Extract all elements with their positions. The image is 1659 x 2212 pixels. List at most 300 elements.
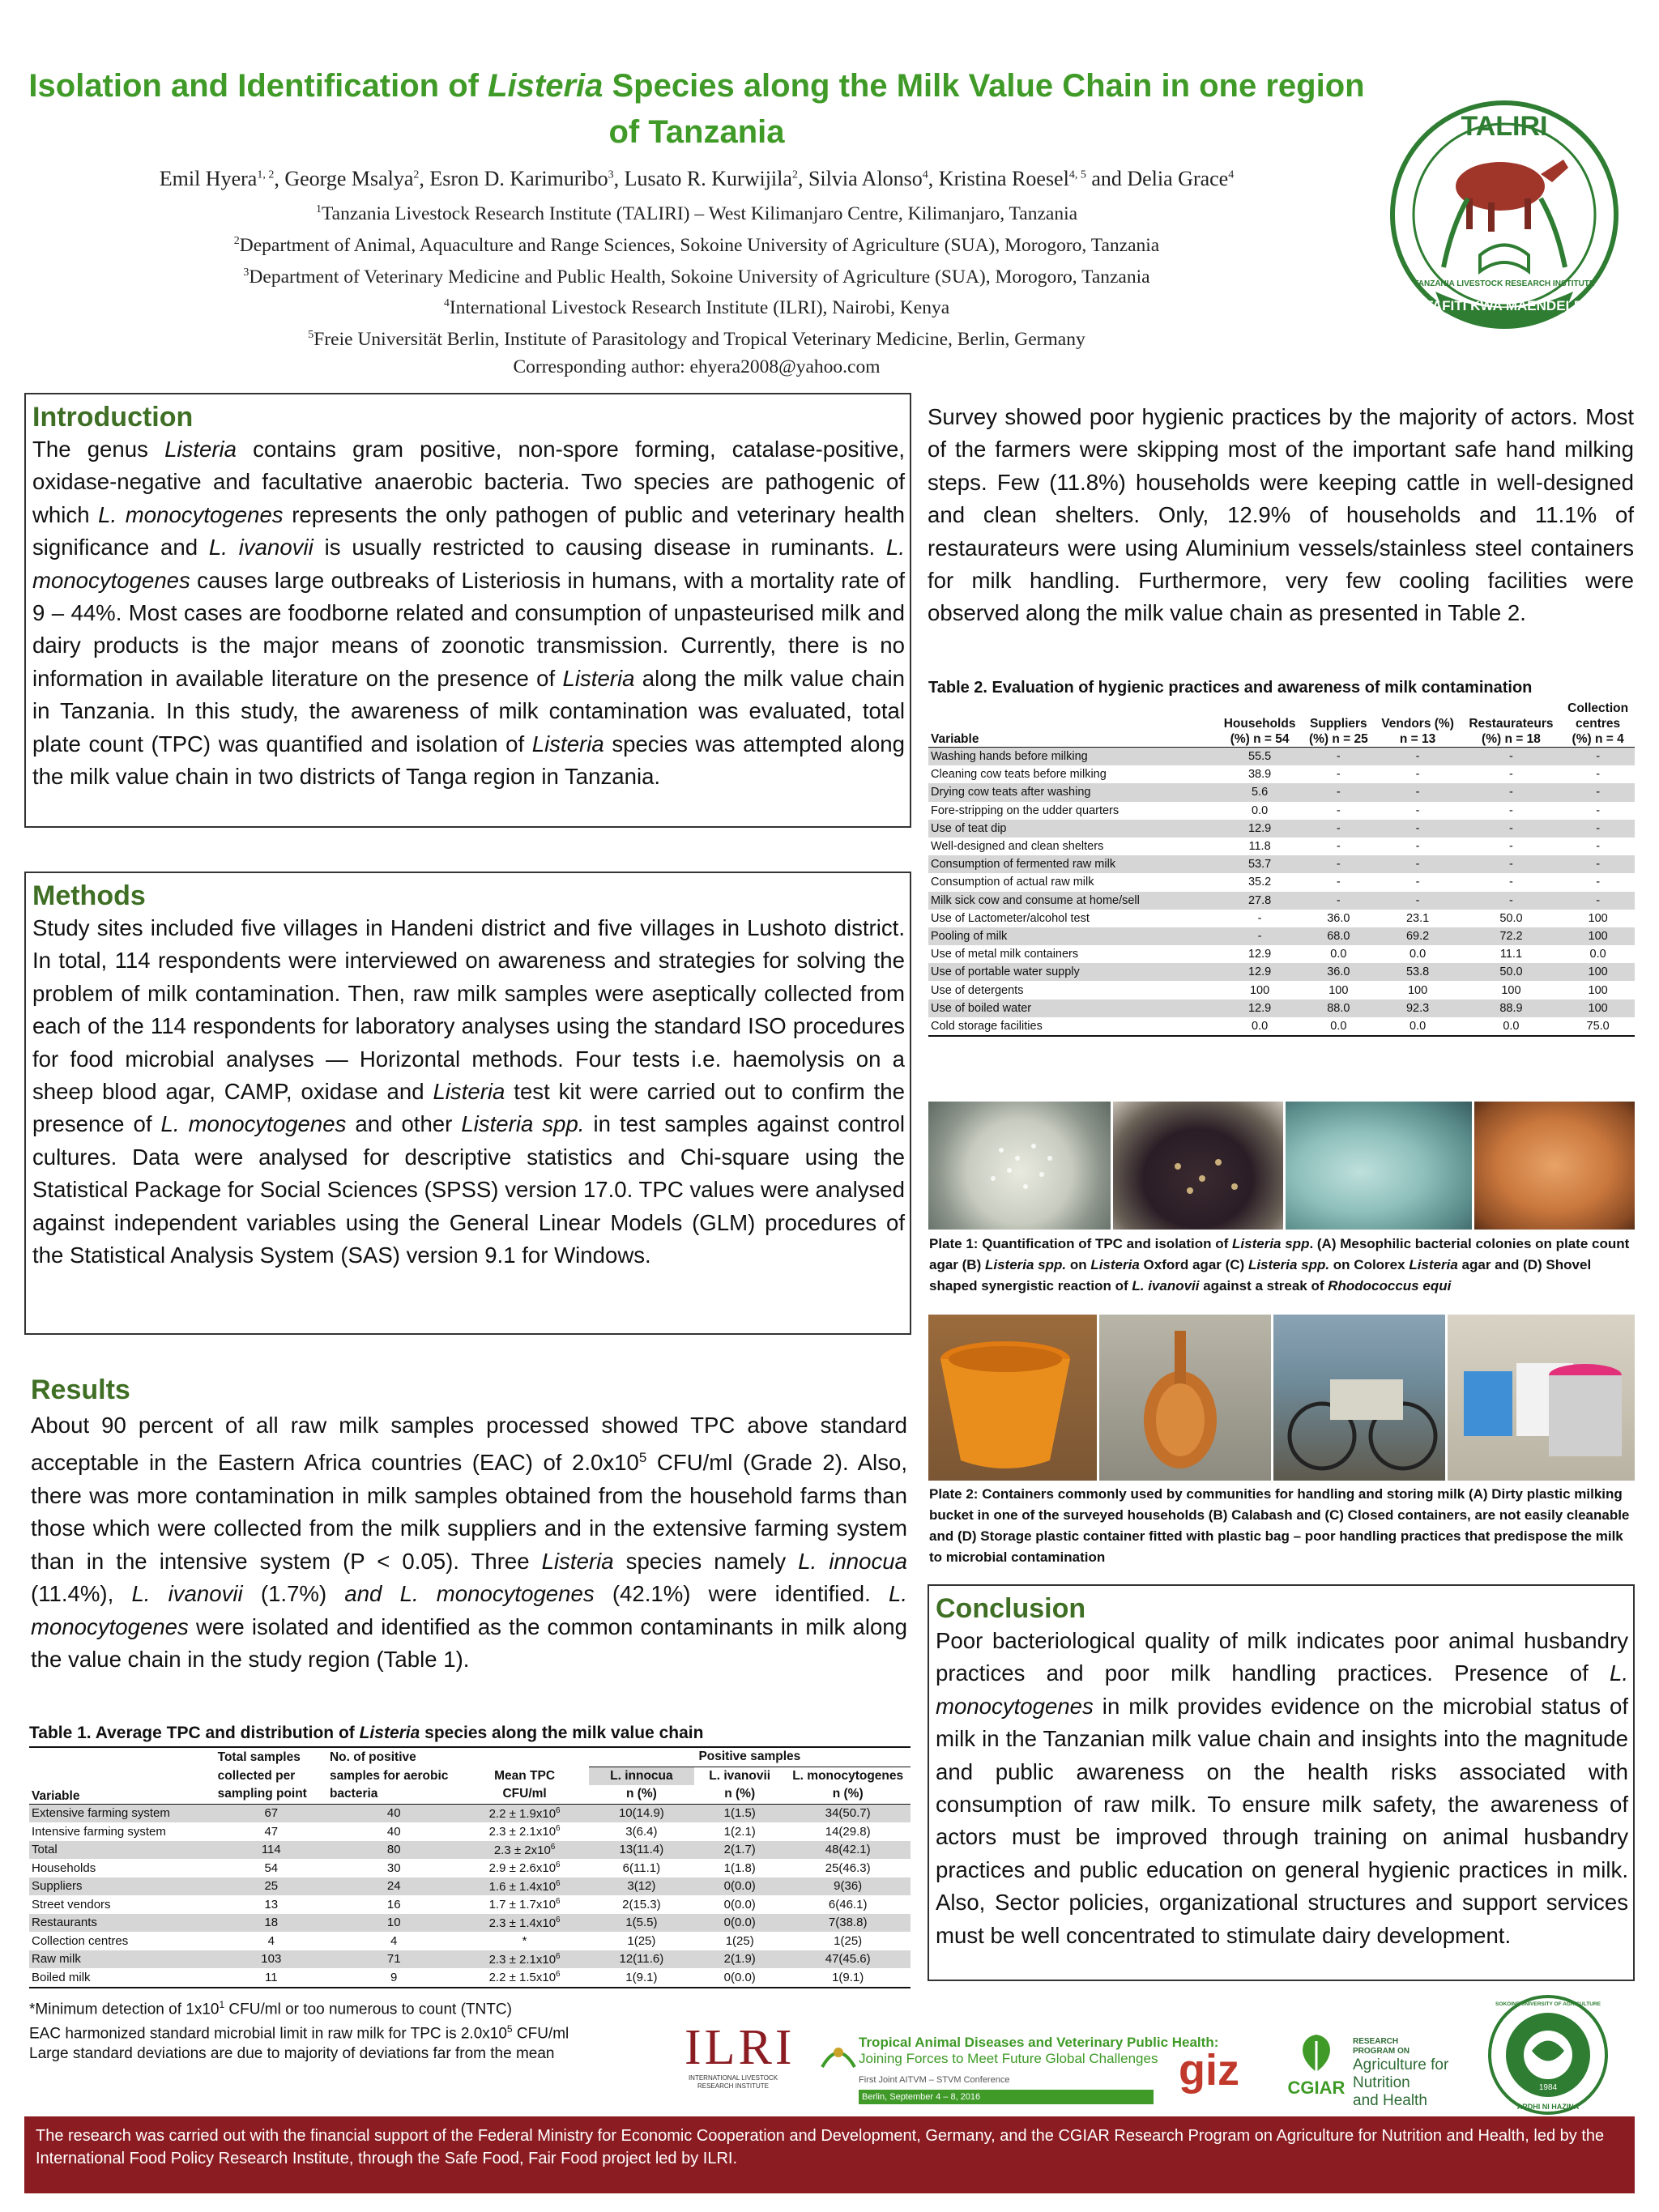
table-row <box>29 1932 911 1950</box>
cell-value: 0(0.0) <box>723 1970 756 1984</box>
cell-exponent: 6 <box>556 1951 561 1961</box>
table-cell <box>215 1968 327 1988</box>
table-cell <box>327 1914 461 1933</box>
cell-value: 2.9 ± 2.6x10 <box>488 1861 557 1876</box>
table1-caption: Table 1. Average TPC and distribution of Listeria species along the milk value chain <box>29 1724 704 1742</box>
text-run: L. monocytogenes <box>32 535 905 593</box>
text-run: test kit were carried out to confirm the presence of <box>32 1079 905 1137</box>
t1-h-pos-1: No. of positive <box>329 1750 416 1764</box>
cell-value: 34(50.7) <box>825 1806 871 1821</box>
table-cell: - <box>1375 892 1461 910</box>
text-run: species namely <box>613 1548 799 1574</box>
author-name: , Lusato R. Kurwijila <box>613 167 792 190</box>
table-cell: - <box>1509 840 1513 854</box>
table-cell: - <box>1596 768 1601 782</box>
table-cell: 0.0 <box>1252 1019 1269 1033</box>
table-cell: 53.8 <box>1375 963 1461 981</box>
text-run: species was attempted along the milk value chain in two districts of Tanga region in Tanzania. <box>32 731 905 790</box>
a4nh-l2: Nutrition <box>1353 2074 1410 2091</box>
table-cell <box>215 1914 327 1933</box>
text-run: along the milk value chain in Tanzania. In this study, the awareness of milk contamination was evaluated, total plate count (TPC) was quantified and isolation of <box>32 665 905 757</box>
author-name: and Delia Grace <box>1085 167 1229 190</box>
affiliation-line <box>24 228 1369 259</box>
table-cell: 69.2 <box>1375 927 1461 945</box>
sua-logo <box>1487 1994 1609 2116</box>
affiliation-text: International Livestock Research Institute (ILRI), Nairobi, Kenya <box>449 297 950 319</box>
text-run: L. monocytogenes <box>160 1111 347 1137</box>
affiliation-line <box>24 290 1369 322</box>
table-cell: 68.0 <box>1303 927 1374 945</box>
corresponding-author <box>24 353 1369 381</box>
cell-value: 11 <box>265 1970 278 1984</box>
plate1-photo-a <box>928 1102 1111 1230</box>
cell-value: 67 <box>264 1806 279 1821</box>
t1-h-species-ivanovii: L. ivanovii <box>709 1768 771 1783</box>
cell-value: 1(9.1) <box>625 1970 658 1984</box>
table-cell <box>589 1968 694 1988</box>
table-cell <box>589 1950 694 1969</box>
cell-value: 1(1.8) <box>723 1860 756 1875</box>
table-cell: 75.0 <box>1586 1019 1610 1033</box>
text-run: L. monocytogenes <box>31 1581 907 1639</box>
cell-value: 54 <box>264 1860 279 1875</box>
cell-value: 2(15.3) <box>622 1897 661 1912</box>
t2-header-cell <box>1461 701 1562 748</box>
table-cell <box>327 1895 461 1914</box>
table-cell: 88.9 <box>1461 999 1562 1017</box>
table1-grid <box>29 1746 911 1988</box>
table-cell: 36.0 <box>1327 911 1350 925</box>
header-line: centres <box>1576 717 1621 731</box>
cell-value: 1(25) <box>725 1933 754 1948</box>
table-cell: - <box>1461 748 1562 766</box>
table1 <box>29 1724 912 2064</box>
a4nh-l1: Agriculture for <box>1353 2056 1449 2073</box>
cell-exponent: 6 <box>556 1860 561 1870</box>
table-cell: - <box>1415 768 1420 782</box>
table-cell <box>589 1914 694 1933</box>
table-cell: 12.9 <box>1217 999 1303 1017</box>
table-cell: 12.9 <box>1217 963 1303 981</box>
cell-value: 2(1.7) <box>723 1843 756 1857</box>
cell-value: 0(0.0) <box>723 1897 756 1912</box>
cell-value: 13 <box>264 1897 279 1912</box>
author-affiliation-mark: 4 <box>1228 168 1235 181</box>
author-name: , Silvia Alonso <box>797 167 923 190</box>
text-run: Plate 1: Quantification of TPC and isolation of <box>929 1236 1233 1251</box>
table-cell <box>785 1859 911 1877</box>
text-run: (42.1%) were identified. <box>594 1581 889 1607</box>
table-cell: 12.9 <box>1217 820 1303 837</box>
table-cell <box>460 1859 588 1877</box>
text-run: L. innocua <box>798 1548 907 1574</box>
table-note <box>29 1995 912 2019</box>
table-cell: 11.1 <box>1499 948 1523 961</box>
table-row <box>928 765 1635 783</box>
table-row <box>928 855 1635 873</box>
table-row <box>29 1822 911 1841</box>
conclusion-text <box>936 1625 1628 1952</box>
header-line: (%) n = 18 <box>1482 732 1541 746</box>
table-cell: - <box>1336 876 1341 889</box>
table-cell: 0.0 <box>1409 948 1427 961</box>
table-cell: 100 <box>1501 983 1521 997</box>
table-cell: - <box>1596 840 1601 854</box>
cell-value: 1.7 ± 1.7x10 <box>488 1898 557 1912</box>
affiliation-mark: 5 <box>308 329 314 342</box>
plate1-photo-d <box>1474 1102 1635 1230</box>
table-row <box>29 1950 911 1969</box>
cell-value: Raw milk <box>32 1952 81 1967</box>
text-run: Listeria <box>1409 1257 1458 1272</box>
t1-h-total-3: sampling point <box>217 1787 307 1801</box>
cgiar-logo <box>1272 2033 1361 2106</box>
affiliation-text: Department of Animal, Aquaculture and Range Sciences, Sokoine University of Agriculture (SUA), Morogoro, Tanzania <box>239 234 1160 256</box>
cell-value: 2.3 ± 2.1x10 <box>488 1825 557 1839</box>
note-text: EAC harmonized standard microbial limit in raw milk for TPC is 2.0x10 <box>29 2025 507 2043</box>
text-run: Listeria spp. <box>1247 1257 1330 1272</box>
t1-h-species-monocytogenes: L. monocytogenes <box>792 1768 904 1783</box>
methods-text <box>32 912 905 1272</box>
table-cell: 11.8 <box>1248 840 1271 854</box>
t1-h-pos-2: samples for aerobic <box>329 1768 449 1783</box>
table-row <box>928 748 1635 766</box>
cell-exponent: 6 <box>556 1970 561 1980</box>
cell-value: 71 <box>386 1952 401 1967</box>
note-text: CFU/ml or too numerous to count (TNTC) <box>224 2000 512 2018</box>
cell-value: 4 <box>267 1933 275 1948</box>
table-row <box>928 963 1635 981</box>
t1-h-n-c: n (%) <box>832 1787 864 1801</box>
t2-h-variable: Variable <box>931 732 979 746</box>
cell-exponent: 6 <box>556 1897 561 1907</box>
introduction-text <box>32 433 905 793</box>
cell-value: 2.2 ± 1.5x10 <box>488 1971 557 1985</box>
text-run: and other <box>346 1111 462 1137</box>
table-cell <box>694 1822 785 1841</box>
table-cell <box>29 1841 215 1860</box>
text-run: in milk provides evidence on the microbial status of milk in the Tanzanian milk value chain and insights into the magnitude and public awareness on the health risks associated with consumption of raw milk. To ensure milk safety, the awareness of actors must be improved through training on animal husbandry practices and public education on general hygienic practices in milk. Also, Sector policies, organizational structures and support services must be well concentrated to stimulate dairy development. <box>936 1693 1628 1948</box>
text-run: Rhodococcus equi <box>1328 1278 1452 1294</box>
author-name: Emil Hyera <box>159 167 258 190</box>
author-name: , Esron D. Karimuribo <box>419 167 608 190</box>
table-cell <box>694 1877 785 1896</box>
affiliation-line <box>24 259 1369 291</box>
table-cell <box>694 1859 785 1877</box>
affiliation-mark: 3 <box>243 266 249 279</box>
table-cell: 100 <box>1588 911 1608 925</box>
table-cell: - <box>1561 820 1635 837</box>
table-cell: 100 <box>1588 983 1608 997</box>
table-cell <box>460 1804 588 1822</box>
cell-value: 1(5.5) <box>625 1916 658 1930</box>
table-cell: Fore-stripping on the udder quarters <box>931 803 1120 817</box>
table-cell: 50.0 <box>1461 963 1562 981</box>
table-cell <box>694 1914 785 1933</box>
table-cell <box>215 1841 327 1860</box>
cell-value: 7(38.8) <box>828 1916 868 1930</box>
text-run: causes large outbreaks of Listeriosis in humans, with a mortality rate of 9 – 44%. Most cases are foodborne related and consumption of unpasteurised milk and dairy products is the major means of zoonotic transmission. Currently, there is no information in available literature on the presence of <box>32 567 905 691</box>
table-cell: 92.3 <box>1375 999 1461 1017</box>
text-run: is usually restricted to causing disease in ruminants. <box>313 535 886 560</box>
t2-header-cell <box>1303 701 1374 748</box>
table-cell: 0.0 <box>1330 1019 1347 1033</box>
table2-caption: Table 2. Evaluation of hygienic practices and awareness of milk contamination <box>928 679 1533 697</box>
text-run: Listeria spp <box>1232 1236 1310 1251</box>
text-run: L. monocytogenes <box>98 501 284 527</box>
cell-value: 3(6.4) <box>625 1824 658 1839</box>
table-cell: - <box>1303 855 1374 873</box>
table-cell <box>215 1895 327 1914</box>
cell-value: 1(2.1) <box>723 1824 756 1839</box>
text-run: contains gram positive, non-spore forming, catalase-positive, oxidase-negative and facultative anaerobic bacteria. Two species are pathogenic of which <box>32 437 905 527</box>
table-cell: 100 <box>1328 983 1349 997</box>
table-cell: - <box>1461 820 1562 837</box>
table-cell: Cold storage facilities <box>931 1019 1043 1033</box>
plate2-photo-a <box>928 1315 1097 1481</box>
table-cell: Use of detergents <box>931 983 1024 997</box>
methods-heading: Methods <box>32 880 146 911</box>
cell-value: 1(9.1) <box>832 1970 864 1984</box>
table-cell <box>694 1804 785 1822</box>
table-cell: - <box>1336 768 1341 782</box>
table-cell: - <box>1415 803 1420 817</box>
table-cell <box>29 1950 215 1969</box>
text-run: CFU/ml (Grade 2). Also, there was more contamination in milk samples obtained from the household farms than those which were collected from the milk suppliers and in the extensive farming system than in the intensive system (P < 0.05). Three <box>31 1450 907 1574</box>
table-cell: - <box>1461 783 1562 801</box>
cell-value: 0(0.0) <box>723 1916 756 1930</box>
author-affiliation-mark: 4, 5 <box>1068 168 1086 181</box>
table-cell: - <box>1303 783 1374 801</box>
introduction-heading: Introduction <box>32 402 194 433</box>
table-cell <box>785 1968 911 1988</box>
cell-value: 25 <box>264 1879 279 1894</box>
table-cell: - <box>1596 876 1601 889</box>
table-cell: - <box>1561 748 1635 766</box>
t1-h-n-b: n (%) <box>724 1787 756 1801</box>
table-cell <box>694 1841 785 1860</box>
table-cell: 0.0 <box>1252 803 1269 817</box>
table-cell: 38.9 <box>1247 768 1272 782</box>
table-cell: 5.6 <box>1217 783 1303 801</box>
table-cell <box>215 1932 327 1950</box>
conference-subtitle: Joining Forces to Meet Future Global Challenges <box>859 2051 1158 2066</box>
introduction-section <box>24 393 911 828</box>
affiliation-line <box>24 196 1369 228</box>
table-row <box>928 837 1635 855</box>
table-row <box>928 820 1635 837</box>
ilri-logo-sub: INTERNATIONAL LIVESTOCK RESEARCH INSTITUTE <box>688 2074 778 2090</box>
table-cell: 27.8 <box>1217 892 1303 910</box>
table-row <box>928 981 1635 999</box>
cell-value: 103 <box>261 1952 282 1967</box>
table-cell <box>29 1822 215 1841</box>
table-cell <box>29 1877 215 1896</box>
table-cell: 35.2 <box>1247 876 1272 889</box>
table-cell <box>215 1859 327 1877</box>
table-row <box>29 1877 911 1896</box>
cell-value: 14(29.8) <box>825 1824 871 1839</box>
table-cell: 53.7 <box>1217 855 1303 873</box>
table-cell: - <box>1375 855 1461 873</box>
table-cell: 0.0 <box>1503 1019 1520 1033</box>
table-cell: 100 <box>1561 999 1635 1017</box>
cell-value: 3(12) <box>627 1879 656 1894</box>
table-cell <box>785 1877 911 1896</box>
plate1-photos <box>928 1102 1635 1230</box>
survey-text: Survey showed poor hygienic practices by the majority of actors. Most of the farmers were skipping most of the important safe hand milking steps. Few (11.8%) households were keeping cattle in well-designed and clean shelters. Only, 12.9% of households and 11.1% of restaurateurs were using Aluminium vessels/stainless steel containers for milk handling. Furthermore, very few cooling facilities were observed along the milk value chain as presented in Table 2. <box>928 404 1634 626</box>
table-cell: Cleaning cow teats before milking <box>931 768 1107 782</box>
table-cell: - <box>1303 820 1374 837</box>
text-run: 5 <box>638 1450 647 1466</box>
table-cell: - <box>1217 927 1303 945</box>
cell-value: Extensive farming system <box>32 1806 170 1821</box>
cell-value: 114 <box>261 1843 281 1857</box>
giz-logo: giz <box>1179 2046 1239 2095</box>
table-cell <box>460 1932 588 1950</box>
methods-section <box>24 872 911 1335</box>
table-cell <box>29 1859 215 1877</box>
cell-value: 2.3 ± 2x10 <box>493 1843 551 1857</box>
table-cell <box>460 1822 588 1841</box>
table-cell <box>29 1968 215 1988</box>
text-run: on <box>1066 1257 1091 1272</box>
table-cell: Milk sick cow and consume at home/sell <box>928 892 1217 910</box>
cell-value: Restaurants <box>32 1916 97 1930</box>
table-cell <box>460 1877 588 1896</box>
table-cell: Well-designed and clean shelters <box>931 840 1104 854</box>
table-cell <box>589 1822 694 1841</box>
table-cell <box>785 1950 911 1969</box>
table-cell: Consumption of fermented raw milk <box>928 855 1217 873</box>
text-run: agar and (D) Shovel shaped synergistic reaction of <box>929 1257 1592 1294</box>
text-run: L. ivanovii <box>1132 1278 1200 1294</box>
table-cell <box>327 1841 461 1860</box>
table-cell: 0.0 <box>1330 948 1347 961</box>
conference-title: Tropical Animal Diseases and Veterinary Public Health: <box>859 2035 1219 2050</box>
t1-h-positive-samples: Positive samples <box>589 1747 911 1767</box>
t1-h-total-2: collected per <box>217 1768 296 1783</box>
sua-logo-motto: ARDHI NI HAZINA <box>1516 2103 1580 2111</box>
cell-value: 2.2 ± 1.9x10 <box>488 1806 557 1821</box>
plate2-photo-d <box>1448 1315 1635 1481</box>
cell-value: 13(11.4) <box>619 1843 664 1857</box>
results-text <box>31 1409 907 1676</box>
plate1-photo-b <box>1113 1102 1283 1230</box>
conclusion-heading: Conclusion <box>936 1593 1086 1624</box>
cell-value: 30 <box>386 1860 401 1875</box>
t1-h-mean-1: Mean TPC <box>494 1768 556 1783</box>
table-cell <box>29 1914 215 1933</box>
table-row <box>928 802 1635 820</box>
author-affiliation-mark: 4 <box>922 168 928 181</box>
plate2-caption: Plate 2: Containers commonly used by communities for handling and storing milk (A) Dirty plastic milking bucket in one of the surveyed households (B) Calabash and (C) Closed containers, are not easily cleanable and (D) Storage plastic container fitted with plastic bag – poor handling practices that predispose the milk to microbial contamination <box>929 1486 1630 1565</box>
cell-value: 6(11.1) <box>622 1860 661 1875</box>
table2-grid <box>928 701 1635 1037</box>
author-affiliation-mark: 2 <box>413 168 420 181</box>
table-row <box>29 1914 911 1933</box>
poster-title: Isolation and Identification of Listeria Species along the Milk Value Chain in one region of Tanzania <box>28 68 1365 150</box>
t1-h-pos-3: bacteria <box>329 1787 378 1801</box>
cell-value: 24 <box>386 1879 401 1894</box>
table-cell: 23.1 <box>1405 911 1430 925</box>
table-cell: Drying cow teats after washing <box>928 783 1217 801</box>
cell-exponent: 6 <box>556 1878 561 1888</box>
author-name: , George Msalya <box>274 167 414 190</box>
cell-value: 47 <box>264 1824 279 1839</box>
table-cell: 100 <box>1249 983 1270 997</box>
cell-value: 40 <box>386 1824 401 1839</box>
table-cell <box>215 1950 327 1969</box>
t1-h-variable: Variable <box>32 1788 80 1803</box>
t2-header-cell <box>1375 701 1461 748</box>
cell-value: Total <box>32 1843 58 1857</box>
table-cell <box>215 1804 327 1822</box>
note-text: Large standard deviations are due to majority of deviations far from the mean <box>29 2045 555 2063</box>
table-cell <box>785 1804 911 1822</box>
table-cell <box>694 1895 785 1914</box>
table-cell: 72.2 <box>1461 927 1562 945</box>
table-cell <box>327 1932 461 1950</box>
table-cell: Use of metal milk containers <box>931 948 1079 961</box>
cell-value: 0(0.0) <box>723 1879 756 1894</box>
cell-value: Street vendors <box>32 1897 111 1912</box>
header-line: (%) n = 25 <box>1308 732 1368 746</box>
table-cell: - <box>1415 840 1420 854</box>
table-cell: - <box>1336 840 1341 854</box>
plate2-photos <box>928 1315 1635 1481</box>
note-text: *Minimum detection of 1x10 <box>29 2000 220 2018</box>
table-row <box>29 1859 911 1877</box>
table-cell: Consumption of actual raw milk <box>931 876 1094 889</box>
table-cell: - <box>1303 892 1374 910</box>
table-row <box>928 999 1635 1017</box>
cell-exponent: 6 <box>556 1824 561 1834</box>
header-line: (%) n = 54 <box>1230 732 1290 746</box>
author-affiliation-mark: 3 <box>608 168 614 181</box>
affiliation-text: Department of Veterinary Medicine and Public Health, Sokoine University of Agriculture (SUA), Morogoro, Tanzania <box>249 266 1150 288</box>
cell-value: * <box>522 1933 527 1948</box>
funding-footer: The research was carried out with the financial support of the Federal Ministry for Economic Cooperation and Development, Germany, and the CGIAR Research Program on Agriculture for Nutrition and Health, led by the International Food Policy Research Institute, through the Safe Food, Fair Food project led by ILRI. <box>24 2116 1635 2193</box>
text-run: (11.4%), <box>31 1581 132 1607</box>
affiliation-text: Tanzania Livestock Research Institute (TALIRI) – West Kilimanjaro Centre, Kilimanjaro, Tanzania <box>321 202 1078 224</box>
header-line: Households <box>1223 717 1296 731</box>
table-cell: 55.5 <box>1217 748 1303 766</box>
text-run: Study sites included five villages in Handeni district and five villages in Lushoto district. In total, 114 respondents were interviewed on awareness and strategies for solving the problem of milk contamination. Then, raw milk samples were aseptically collected from each of the 114 respondents for laboratory analyses using the standard ISO procedures for food microbial analyses — Horizontal methods. Four tests i.e. haemolysis on a sheep blood agar, CAMP, oxidase and <box>32 915 905 1105</box>
sua-logo-year: 1984 <box>1538 2083 1558 2092</box>
cell-value: 2.3 ± 2.1x10 <box>488 1952 557 1967</box>
a4nh-logo <box>1353 2037 1499 2110</box>
text-run: Listeria <box>562 665 635 691</box>
taliri-logo-banner: UTAFITI KWA MAENDELEO <box>1414 298 1594 313</box>
table-cell: 0.0 <box>1409 1019 1427 1033</box>
text-run: and L. monocytogenes <box>344 1581 595 1607</box>
text-run: against a streak of <box>1199 1278 1328 1294</box>
table-cell <box>694 1932 785 1950</box>
sua-logo-ring: SOKOINE UNIVERSITY OF AGRICULTURE <box>1495 2001 1601 2007</box>
table-cell: - <box>1561 783 1635 801</box>
cell-value: 16 <box>386 1897 401 1912</box>
author-list <box>24 167 1369 191</box>
table-cell <box>460 1950 588 1969</box>
text-run: . (A) Mesophilic bacterial colonies on plate count agar (B) <box>929 1236 1630 1272</box>
cell-value: Collection centres <box>32 1933 129 1948</box>
conference-date: Berlin, September 4 – 8, 2016 <box>859 2090 1154 2104</box>
taliri-logo-top: TALIRI <box>1461 111 1548 142</box>
header-line: n = 13 <box>1399 732 1436 746</box>
table-cell <box>327 1877 461 1896</box>
author-name: , Kristina Roesel <box>928 167 1069 190</box>
